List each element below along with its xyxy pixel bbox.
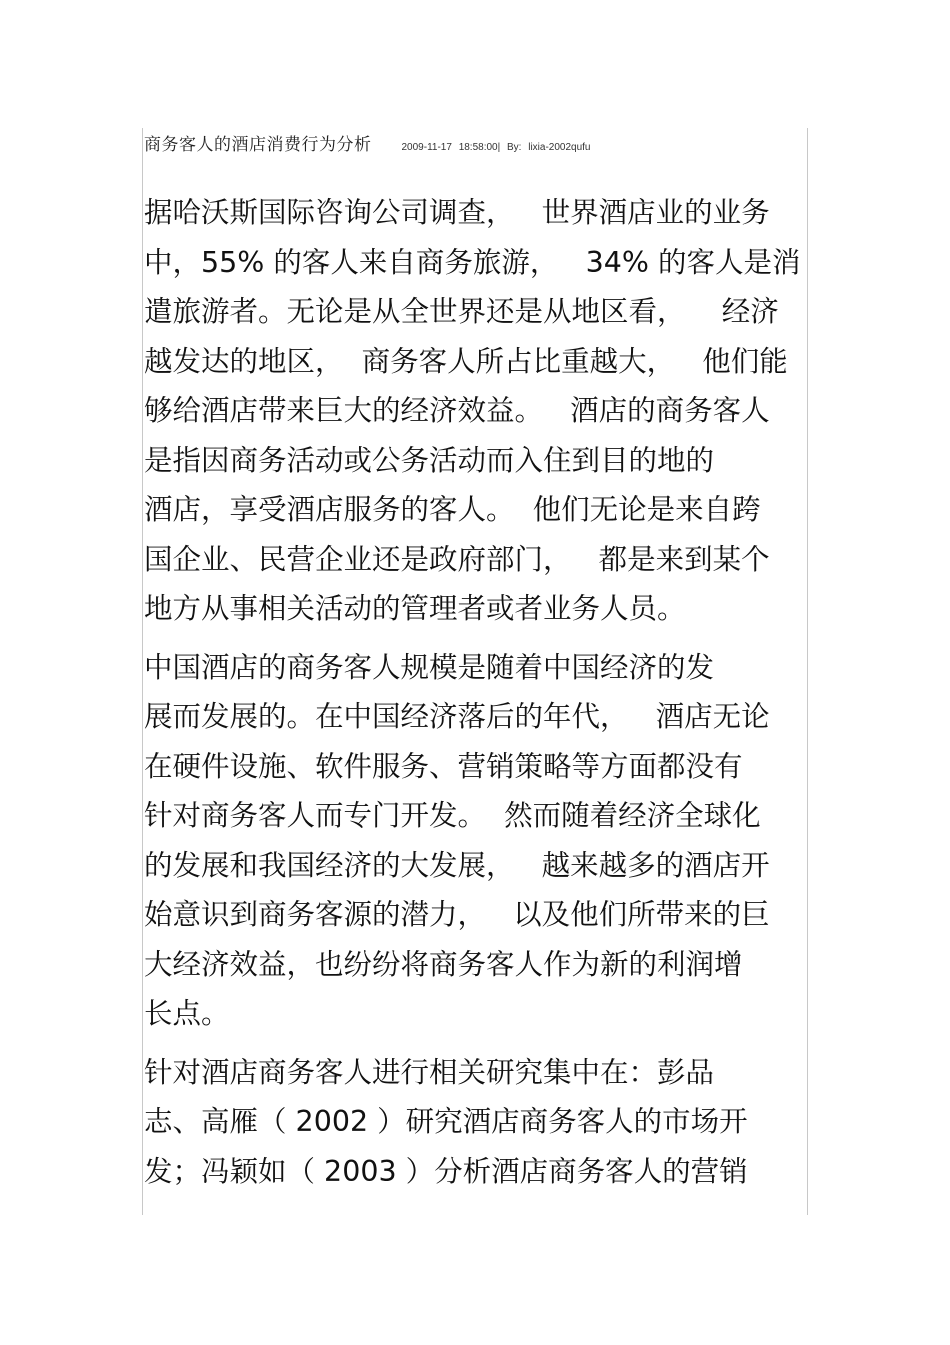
article-title: 商务客人的酒店消费行为分析 (144, 135, 372, 155)
text-line: 中国酒店的商务客人规模是随着中国经济的发 (144, 650, 715, 684)
paragraph-gap (144, 634, 804, 643)
article-body (144, 188, 804, 1196)
text-line: 中，55% 的客人来自商务旅游， 34% 的客人是消 (144, 245, 801, 279)
text-line: 酒店，享受酒店服务的客人。 他们无论是来自跨 (144, 493, 761, 526)
text-line: 是指因商务活动或公务活动而入住到目的地的 (144, 443, 715, 477)
text-line: 国企业、民营企业还是政府部门， 都是来到某个 (144, 542, 770, 576)
text-line: 针对酒店商务客人进行相关研究集中在：彭品 (144, 1055, 715, 1089)
text-line: 在硬件设施、软件服务、营销策略等方面都没有 (144, 749, 743, 783)
text-line: 地方从事相关活动的管理者或者业务人员。 (144, 592, 686, 625)
text-line: 展而发展的。在中国经济落后的年代， 酒店无论 (144, 700, 770, 733)
text-line: 针对商务客人而专门开发。 然而随着经济全球化 (144, 799, 761, 832)
document-header (144, 130, 590, 156)
text-line: 越发达的地区， 商务客人所占比重越大， 他们能 (144, 344, 788, 378)
text-line: 据哈沃斯国际咨询公司调查， 世界酒店业的业务 (144, 196, 770, 229)
text-line: 长点。 (144, 997, 230, 1030)
text-line: 始意识到商务客源的潜力， 以及他们所带来的巨 (144, 898, 770, 931)
paragraph-2 (144, 643, 804, 1039)
text-line: 遣旅游者。无论是从全世界还是从地区看， 经济 (144, 295, 779, 328)
article-meta: 2009-11-17 18:58:00| By: lixia-2002qufu (401, 142, 591, 153)
paragraph-1 (144, 188, 804, 634)
text-line: 够给酒店带来巨大的经济效益。 酒店的商务客人 (144, 394, 770, 427)
paragraph-3 (144, 1048, 804, 1197)
text-line: 志、高雁（ 2002 ）研究酒店商务客人的市场开 (144, 1105, 748, 1138)
text-line: 发；冯颖如（ 2003 ）分析酒店商务客人的营销 (144, 1154, 748, 1188)
text-line: 的发展和我国经济的大发展， 越来越多的酒店开 (144, 848, 770, 882)
text-line: 大经济效益，也纷纷将商务客人作为新的利润增 (144, 947, 743, 981)
paragraph-gap (144, 1039, 804, 1048)
